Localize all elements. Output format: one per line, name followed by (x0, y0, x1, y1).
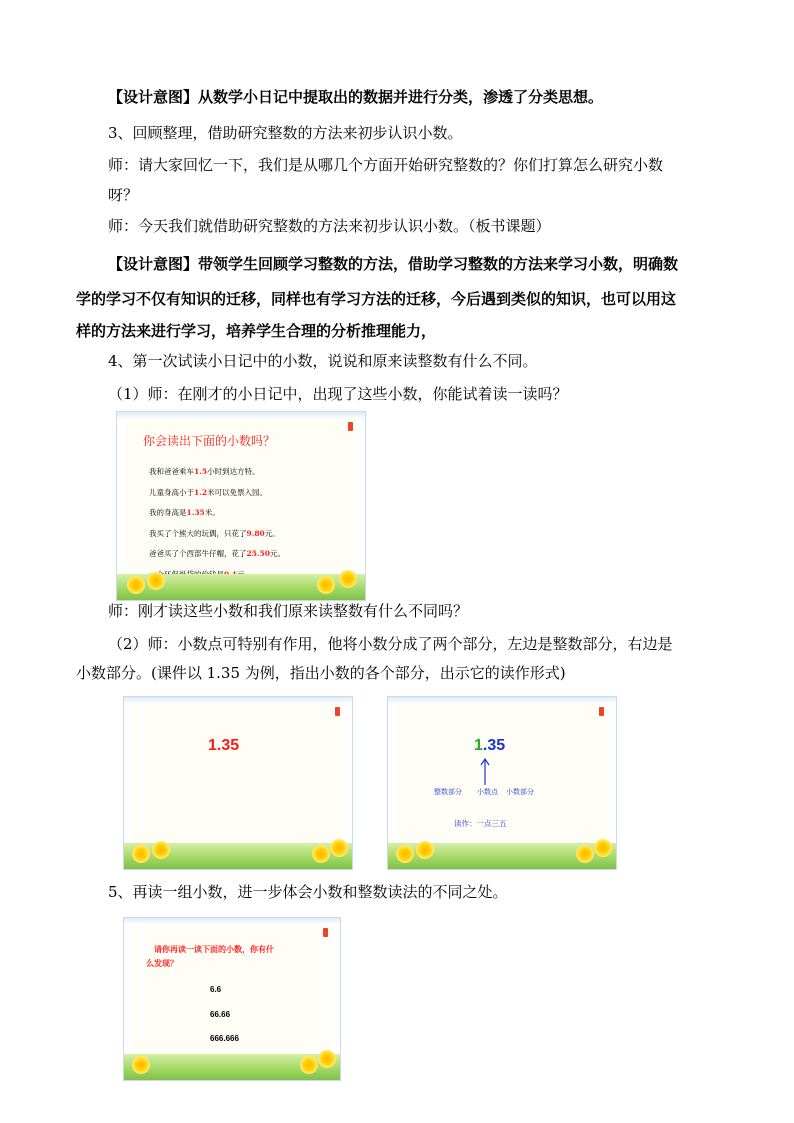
design-intent-2c: 样的方法来进行学习，培养学生合理的分析推理能力， (76, 322, 437, 340)
slide3-number (474, 737, 505, 755)
flower-icon (396, 845, 414, 863)
flower-icon (318, 1050, 336, 1068)
design-intent-2a: 【设计意图】带领学生回顾学习整数的方法，借助学习整数的方法来学习小数，明确数 (108, 255, 679, 273)
flower-icon (312, 845, 330, 863)
number-item: 6.6 (210, 985, 222, 994)
slide1-line: 我和爸爸乘车1.5小时到达方特。 (149, 467, 260, 476)
slide1-title: 你会读出下面的小数吗？ (143, 434, 276, 448)
teacher-line-2: 师：今天我们就借助研究整数的方法来初步认识小数。（板书课题） (108, 217, 551, 235)
step-3-heading: 3、回顾整理，借助研究整数的方法来初步认识小数。 (108, 124, 463, 142)
design-intent-2b: 学的学习不仅有知识的迁移，同样也有学习方法的迁移，今后遇到类似的知识，也可以用这 (76, 290, 677, 308)
slide1-lines (149, 462, 285, 585)
flower-icon (127, 576, 145, 594)
flower-icon (330, 839, 348, 857)
slide-read-decimals (116, 411, 366, 601)
arrow-up-icon (479, 757, 491, 787)
flower-icon (317, 576, 335, 594)
number-item: 666.666 (210, 1034, 239, 1043)
flower-icon (147, 572, 165, 590)
slide4-title-2: 么发现？ (146, 958, 178, 968)
slide-decimal-parts (387, 696, 617, 870)
step-5-heading: 5、再读一组小数，进一步体会小数和整数读法的不同之处。 (108, 883, 508, 901)
explanation-a: （2）师：小数点可特别有作用，他将小数分成了两个部分，左边是整数部分，右边是 (108, 635, 673, 653)
teacher-question-2: 师：刚才读这些小数和我们原来读整数有什么不同吗？ (108, 602, 469, 620)
decimal-part: 35 (487, 737, 506, 754)
slide1-line: 儿童身高小于1.2米可以免票入园。 (149, 487, 268, 497)
design-intent-1: 【设计意图】从数学小日记中提取出的数据并进行分类，渗透了分类思想。 (108, 88, 604, 106)
flower-icon (132, 1056, 150, 1074)
slide-badge (323, 928, 328, 937)
slide-read-again (123, 917, 341, 1081)
teacher-line-1b: 呀？ (108, 186, 139, 204)
slide-badge (335, 707, 340, 716)
slide2-number: 1.35 (208, 737, 240, 754)
label-decimal-part: 小数部分 (506, 788, 534, 796)
flower-icon (594, 839, 612, 857)
integer-part: 1 (474, 737, 483, 754)
slide1-line: 我买了个熊大的玩偶，只花了9.80元。 (149, 528, 280, 538)
slide1-line: 爸爸买了个西部牛仔帽，花了25.50元。 (149, 549, 285, 558)
reading-text: 读作：一点三五 (454, 819, 507, 828)
slide-badge (599, 707, 604, 716)
slide4-title-1: 请你再读一读下面的小数，你有什 (154, 944, 274, 954)
label-decimal-point: 小数点 (477, 788, 498, 796)
flower-icon (132, 845, 150, 863)
question-1: （1）师：在刚才的小日记中，出现了这些小数，你能试着读一读吗？ (108, 385, 568, 403)
flower-icon (300, 1056, 318, 1074)
explanation-b: 小数部分。(课件以 1.35 为例，指出小数的各个部分，出示它的读作形式) (76, 664, 566, 682)
slide-badge (348, 422, 353, 431)
decimal-point: . (482, 737, 488, 754)
flower-icon (576, 845, 594, 863)
number-item: 66.66 (210, 1010, 231, 1019)
slide-number-135 (123, 696, 353, 870)
teacher-line-1a: 师：请大家回忆一下，我们是从哪几个方面开始研究整数的？你们打算怎么研究小数 (108, 156, 664, 174)
flower-icon (339, 570, 357, 588)
flower-icon (416, 841, 434, 859)
label-integer-part: 整数部分 (434, 788, 462, 796)
step-4-heading: 4、第一次试读小日记中的小数，说说和原来读整数有什么不同。 (108, 352, 538, 370)
slide1-line: 我的身高是1.35米。 (149, 508, 220, 517)
flower-icon (152, 841, 170, 859)
